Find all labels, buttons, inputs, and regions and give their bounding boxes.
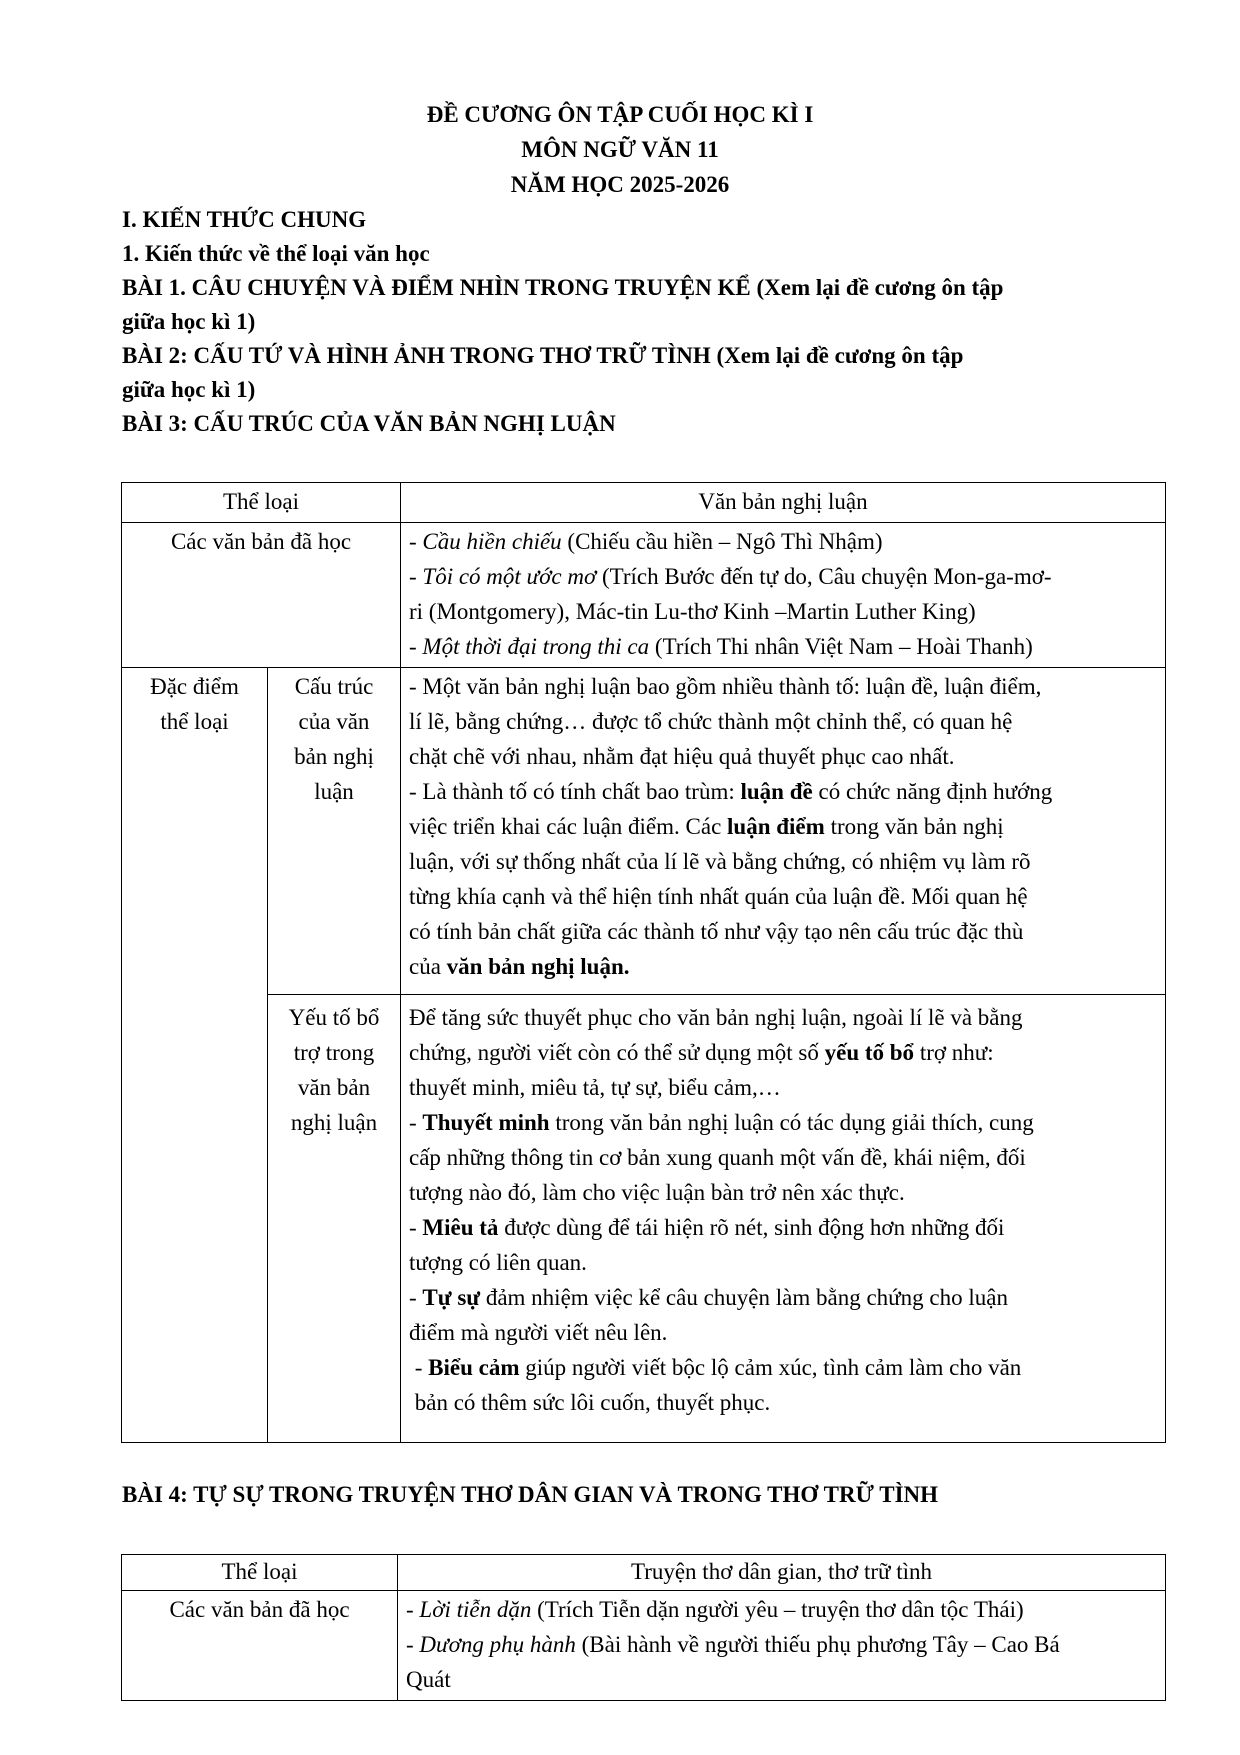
- folk-poetry-table: [121, 1554, 1166, 1701]
- list-item: - Lời tiễn dặn (Trích Tiễn dặn người yêu – truyện thơ dân tộc Thái): [406, 1597, 1024, 1622]
- list-item: - Cầu hiền chiếu (Chiếu cầu hiền – Ngô Thì Nhậm): [409, 529, 883, 554]
- lesson1-heading-line2: giữa học kì 1): [122, 309, 256, 334]
- supporting-elements-content: Để tăng sức thuyết phục cho văn bản nghị luận, ngoài lí lẽ và bằng chứng, người viết còn có thể sử dụng một số yếu tố bổ trợ như: thuyết minh, miêu tả, tự sự, biểu cảm,… - Thuyết minh trong văn bản nghị luận có tác dụng giải thích, cung cấp những thông tin cơ bản xung quanh một vấn đề, khái niệm, đối tượng nào đó, làm cho việc luận bàn trở nên xác thực. - Miêu tả được dùng để tái hiện rõ nét, sinh động hơn những đối tượng có liên quan. - Tự sự đảm nhiệm việc kể câu chuyện làm bằng chứng cho luận điểm mà người viết nêu lên. - Biểu cảm giúp người viết bộc lộ cảm xúc, tình cảm làm cho văn bản có thêm sức lôi cuốn, thuyết phục.: [401, 995, 1166, 1443]
- table-row: [122, 668, 1166, 995]
- table-row: [122, 483, 1166, 523]
- lesson2-heading: [122, 339, 1182, 407]
- studied-texts-label: Các văn bản đã học: [122, 523, 401, 668]
- list-item-continued: ri (Montgomery), Mác-tin Lu-thơ Kinh –Martin Luther King): [409, 599, 976, 624]
- table2-studied-texts-list: [398, 1591, 1166, 1701]
- document-title-line3: NĂM HỌC 2025-2026: [510, 172, 730, 197]
- table-row: [122, 1591, 1166, 1701]
- table-row: [122, 1555, 1166, 1591]
- lesson1-heading: [122, 271, 1182, 339]
- table2-studied-texts-label: Các văn bản đã học: [122, 1591, 398, 1701]
- table-header-argumentative: Văn bản nghị luận: [401, 483, 1166, 523]
- document-title-line2: MÔN NGỮ VĂN 11: [521, 137, 719, 162]
- studied-texts-list: [401, 523, 1166, 668]
- section-heading-part1: I. KIẾN THỨC CHUNG: [122, 207, 367, 232]
- list-item: - Dương phụ hành (Bài hành về người thiếu phụ phương Tây – Cao Bá: [406, 1632, 1060, 1657]
- genre-features-label: Đặc điểm thể loại: [122, 668, 268, 1443]
- document-title-line1: ĐỀ CƯƠNG ÔN TẬP CUỐI HỌC KÌ I: [426, 102, 814, 127]
- table2-header-folk-poetry: Truyện thơ dân gian, thơ trữ tình: [398, 1555, 1166, 1591]
- list-item-continued: Quát: [406, 1667, 451, 1692]
- list-item: - Tôi có một ước mơ (Trích Bước đến tự do, Câu chuyện Mon-ga-mơ-: [409, 564, 1052, 589]
- subsection-heading: 1. Kiến thức về thể loại văn học: [122, 241, 430, 266]
- lesson1-heading-line1: BÀI 1. CÂU CHUYỆN VÀ ĐIỂM NHÌN TRONG TRUYỆN KỂ (Xem lại đề cương ôn tập: [122, 275, 1004, 300]
- structure-label: Cấu trúc của văn bản nghị luận: [268, 668, 401, 995]
- argumentative-text-table: [121, 482, 1166, 1443]
- lesson2-heading-line2: giữa học kì 1): [122, 377, 256, 402]
- table-row: [122, 523, 1166, 668]
- list-item: - Một thời đại trong thi ca (Trích Thi nhân Việt Nam – Hoài Thanh): [409, 634, 1033, 659]
- table2-header-genre: Thể loại: [122, 1555, 398, 1591]
- lesson4-heading: BÀI 4: TỰ SỰ TRONG TRUYỆN THƠ DÂN GIAN VÀ TRONG THƠ TRỮ TÌNH: [122, 1482, 939, 1507]
- lesson3-heading: BÀI 3: CẤU TRÚC CỦA VĂN BẢN NGHỊ LUẬN: [122, 411, 616, 436]
- lesson2-heading-line1: BÀI 2: CẤU TỨ VÀ HÌNH ẢNH TRONG THƠ TRỮ TÌNH (Xem lại đề cương ôn tập: [122, 343, 964, 368]
- structure-content: - Một văn bản nghị luận bao gồm nhiều thành tố: luận đề, luận điểm, lí lẽ, bằng chứng… được tổ chức thành một chỉnh thể, có quan hệ chặt chẽ với nhau, nhằm đạt hiệu quả thuyết phục cao nhất. - Là thành tố có tính chất bao trùm: luận đề có chức năng định hướng việc triển khai các luận điểm. Các luận điểm trong văn bản nghị luận, với sự thống nhất của lí lẽ và bằng chứng, có nhiệm vụ làm rõ từng khía cạnh và thể hiện tính nhất quán của luận đề. Mối quan hệ có tính bản chất giữa các thành tố như vậy tạo nên cấu trúc đặc thù của văn bản nghị luận.: [401, 668, 1166, 995]
- supporting-elements-label: Yếu tố bổ trợ trong văn bản nghị luận: [268, 995, 401, 1443]
- table-row: [122, 995, 1166, 1443]
- table-header-genre: Thể loại: [122, 483, 401, 523]
